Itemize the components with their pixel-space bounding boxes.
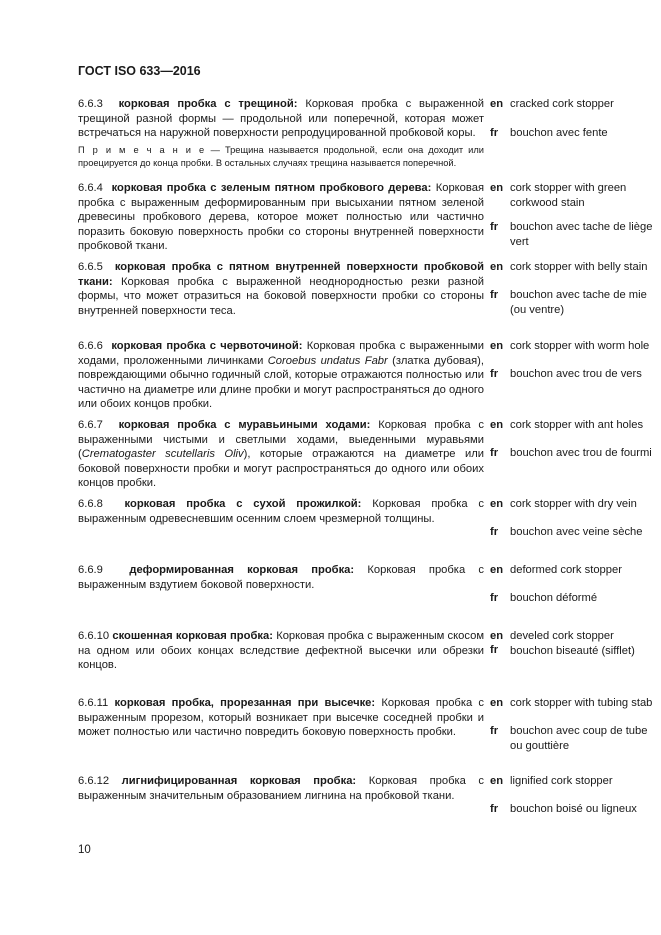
- term-title: корковая пробка с червоточиной:: [111, 340, 303, 352]
- term-en: develed cork stopper: [510, 630, 614, 642]
- species-name: Crematogaster scutellaris Oliv: [81, 448, 244, 461]
- lang-en: en: [490, 182, 504, 194]
- term-definition: 6.6.6 корковая пробка с червоточиной: Корковая пробка с выраженными ходами, проложенными личинками Coroebus undatus Fabr (златка дубовая), повреждающими обычно годичный слой, которые отражаются полностью или частично на диаметре или длине пробки и могут распространяться до одного или обоих концов пробки.: [78, 340, 484, 411]
- term-en: cork stopper with dry vein: [510, 498, 637, 510]
- term-fr: bouchon avec tache de liège vert: [510, 221, 653, 248]
- lang-en: en: [490, 498, 504, 510]
- term-definition: 6.6.11 корковая пробка, прорезанная при высечке: Корковая пробка с выраженным прорезом, который возникает при высечке соседней пробки и может полностью или частично повредить боковую поверхность пробки.: [78, 697, 485, 739]
- lang-fr: fr: [490, 127, 499, 139]
- lang-fr: fr: [490, 447, 499, 459]
- page-number: 10: [78, 844, 91, 856]
- term-definition: 6.6.12 лигнифицированная корковая пробка: Корковая пробка с выраженным значительным образованием лигнина на пробковой ткани.: [78, 775, 484, 802]
- term-definition: 6.6.5 корковая пробка с пятном внутренней поверхности пробковой ткани: Корковая пробка с выраженной неоднородностью резки разной формы, что может отразиться на боковой поверхности пробки со стороны внутренней поверхности теса.: [78, 261, 484, 317]
- term-en: cork stopper with worm hole: [510, 340, 650, 352]
- lang-fr: fr: [490, 289, 499, 301]
- lang-en: en: [490, 697, 504, 709]
- term-definition: 6.6.8 корковая пробка с сухой прожилкой: Корковая пробка с выраженным одревесневшим осенним слоем чрезмерной толщины.: [78, 498, 485, 525]
- lang-fr: fr: [490, 592, 499, 604]
- term-en: cork stopper with belly stain: [510, 261, 648, 273]
- lang-fr: fr: [490, 725, 499, 737]
- term-definition: 6.6.4 корковая пробка с зеленым пятном пробкового дерева: Корковая пробка с выраженным деформированным при высыхании пятном зеленой древесины пробкового дерева, которое может полностью или частично поразить боковую поверхность пробки со стороны внутренней поверхности пробковой ткани.: [78, 182, 485, 253]
- term-en: lignified cork stopper: [510, 775, 613, 787]
- lang-en: en: [490, 340, 504, 352]
- document-header: ГОСТ ISO 633—2016: [78, 64, 201, 78]
- term-definition: 6.6.3 корковая пробка с трещиной: Корковая пробка с выраженной трещиной разной формы — продольной или поперечной, которая может встречаться на наружной поверхности репродуцированной пробковой коры.: [78, 98, 484, 140]
- term-definition: 6.6.10 скошенная корковая пробка: Корковая пробка с выраженным скосом на одном или обоих концах вследствие дефектной высечки или обрезки концов.: [78, 630, 485, 672]
- term-en: cork stopper with tubing stab: [510, 697, 653, 709]
- species-name: Coroebus undatus Fabr: [267, 354, 388, 367]
- term-en: cork stopper with ant holes: [510, 419, 644, 431]
- term-fr: bouchon avec coup de tube ou gouttière: [510, 725, 648, 752]
- term-fr: bouchon avec tache de mie (ou ventre): [510, 289, 647, 316]
- lang-fr: fr: [490, 803, 499, 815]
- term-title: корковая пробка, прорезанная при высечке:: [114, 697, 376, 709]
- lang-fr: fr: [490, 644, 499, 656]
- term-en-fr: [510, 629, 656, 658]
- term-fr: bouchon avec trou de fourmi: [510, 447, 652, 459]
- term-title: скошенная корковая пробка:: [112, 630, 273, 642]
- lang-en: en: [490, 775, 504, 787]
- lang-en: en: [490, 98, 504, 110]
- term-definition: 6.6.9 деформированная корковая пробка: Корковая пробка с выраженным вздутием боковой поверхности.: [78, 564, 484, 591]
- term-fr: bouchon avec veine sèche: [510, 526, 643, 538]
- lang-en: en: [490, 564, 504, 576]
- term-title: корковая пробка с трещиной:: [118, 98, 298, 110]
- term-fr: bouchon biseauté (sifflet): [510, 644, 635, 657]
- lang-en: en: [490, 261, 504, 273]
- term-definition: 6.6.7 корковая пробка с муравьиными ходами: Корковая пробка с выраженными чистыми и светлыми ходами, выеденными муравьями (Crematogaster scutellaris Oliv), которые отражаются на диаметре или боковой поверхности пробки и могут распространяться до одного или обоих концов пробки.: [78, 419, 485, 490]
- lang-fr: fr: [490, 526, 499, 538]
- term-title: корковая пробка с пятном внутренней поверхности пробковой ткани:: [78, 261, 484, 288]
- term-title: корковая пробка с муравьиными ходами:: [118, 419, 371, 431]
- term-fr: bouchon déformé: [510, 592, 598, 604]
- lang-fr: fr: [490, 368, 499, 380]
- term-fr: bouchon boisé ou ligneux: [510, 803, 637, 815]
- term-title: корковая пробка с сухой прожилкой:: [124, 498, 362, 510]
- term-en: cork stopper with green corkwood stain: [510, 182, 627, 209]
- lang-fr: fr: [490, 221, 499, 233]
- term-note: П р и м е ч а н и е — Трещина называется продольной, если она доходит или проецируется до конца пробки. В остальных случаях трещина называется поперечной.: [78, 145, 484, 168]
- term-title: деформированная корковая пробка:: [129, 564, 355, 576]
- term-fr: bouchon avec fente: [510, 127, 608, 139]
- term-title: лигнифицированная корковая пробка:: [121, 775, 357, 787]
- term-en: deformed cork stopper: [510, 564, 622, 576]
- term-fr: bouchon avec trou de vers: [510, 368, 642, 380]
- lang-en: en: [490, 630, 504, 642]
- term-title: корковая пробка с зеленым пятном пробкового дерева:: [111, 182, 432, 194]
- lang-en: en: [490, 419, 504, 431]
- term-en: cracked cork stopper: [510, 98, 614, 110]
